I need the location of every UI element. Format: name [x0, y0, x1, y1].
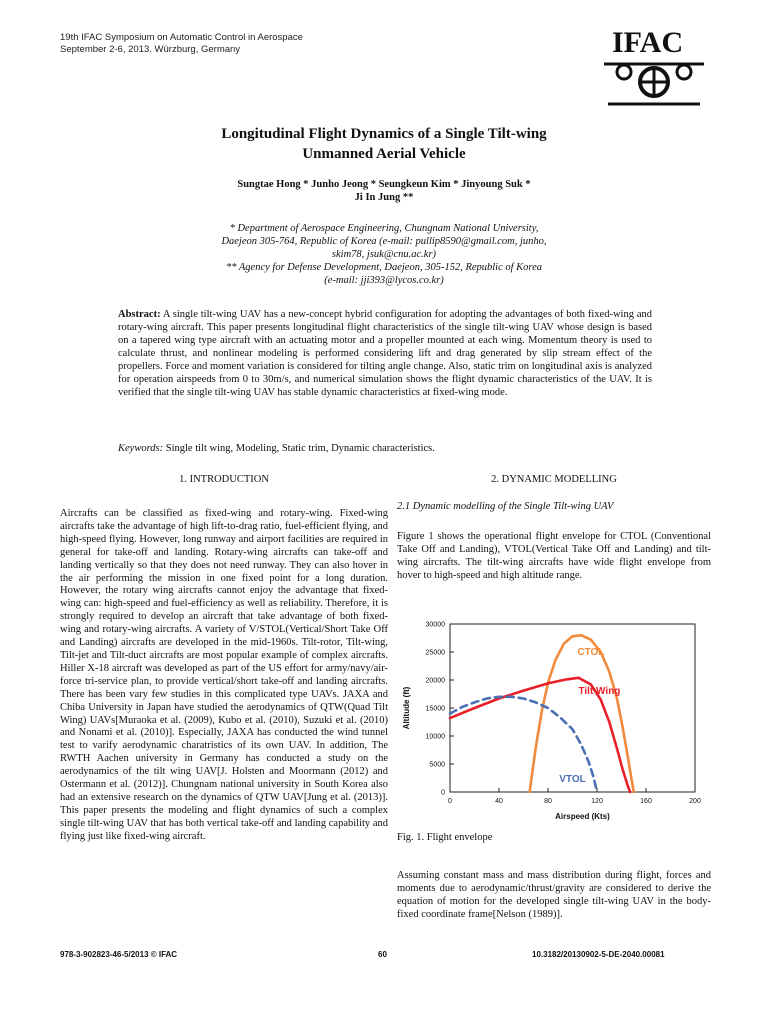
paper-title: [0, 124, 768, 164]
introduction-body: Aircrafts can be classified as fixed-wing and rotary-wing. Fixed-wing aircrafts take the advantage of high lift-to-drag ratio, fuel-efficient flying, and high-speed flying. However, long runway and airport facilities are required in general for take-off and landing. Rotary-wing aircrafts can take-off and landing vertically so that they does not need runway. They can also hover in the air performing the mission in one fixed point for a long duration. However, the rotary wing aircrafts cannot enjoy the advantage that fixed-wing can: high-speed and fuel-efficiency as well as reliability. Therefore, it is strongly required to develop an aircraft that take advantage of both fixed-wing and rotary-wing aircrafts. A variety of V/STOL(Vertical/Short Take Off and Landing) aircrafts are developed in the mid-1960s. Tilt-rotor, Tilt-wing, Tilt-jet and Tilt-duct aircrafts are most popular example of complex aircrafts. Hiller X-18 aircraft was developed as part of the US effort for army/navy/air-force tri-service plan, to provide vertical/short take-off and landing aircrafts. There has been vary few studies in this complicated type UAVs. JAXA and Chiba University in Japan have studied the aerodynamics of QTW(Quad Tilt Wing) UAVs[Muraoka et al. (2009), Kubo et al. (2010), Suzuki et al. (2010) and Nonami et al. (2010)]. Especially, JAXA has conducted the wind tunnel test to varify aerodynamic charatristics of its own UAV. In addition, The RWTH Aachen university in Germany has conducted a study on the aerodynamics of the tilt wing UAV[J. Holsten and Moormann (2012) and Ostermann et al. (2012)]. Chungnam national university in South Korea also had an extensive research on the dynamics of QTW UAV[Jung et al. (2013)]. This paper presents the modeling and flight dynamics of such a complex single tilt-wing UAV that has both vertical take-off and landing capability and flying just like fixed-wing aircraft.: [60, 508, 388, 842]
x-tick-label: 80: [544, 798, 552, 805]
series-line-ctol: [530, 635, 634, 792]
section-heading-introduction: 1. INTRODUCTION: [179, 474, 269, 485]
series-label-ctol: CTOL: [577, 646, 605, 658]
footer-isbn: 978-3-902823-46-5/2013 © IFAC: [60, 950, 178, 959]
keywords-label: Keywords:: [118, 443, 164, 454]
affiliation-line-3: skim78, jsuk@cnu.ac.kr): [331, 249, 437, 260]
x-tick-label: 160: [640, 798, 652, 805]
series-label-tilt-wing: Tilt Wing: [578, 686, 621, 697]
authors-line-1: Sungtae Hong * Junho Jeong * Seungkeun Kim * Jinyoung Suk *: [237, 179, 531, 190]
y-tick-label: 0: [441, 789, 445, 797]
plot-frame: [450, 624, 695, 792]
x-tick-label: 0: [448, 798, 452, 805]
authors: [0, 178, 768, 204]
subsection-heading: 2.1 Dynamic modelling of the Single Tilt-wing UAV: [397, 501, 614, 512]
figure-intro-paragraph: Figure 1 shows the operational flight envelope for CTOL (Conventional Take Off and Landing), VTOL(Vertical Take Off and Landing) and tilt-wing aircrafts. The tilt-wing aircrafts have wide flight envelope from hover to high-speed and high altitude range.: [397, 531, 711, 581]
abstract: [118, 308, 652, 399]
y-tick-label: 25000: [425, 649, 445, 657]
ifac-logo-text: IFAC: [612, 26, 684, 59]
x-axis-label: Airspeed (Kts): [555, 812, 610, 821]
keywords-text: Single tilt wing, Modeling, Static trim, Dynamic characteristics.: [165, 443, 435, 454]
y-axis-label: Altitude (ft): [402, 686, 411, 730]
title-line-2: Unmanned Aerial Vehicle: [302, 146, 466, 162]
conference-header: [60, 32, 303, 56]
x-tick-label: 120: [591, 798, 603, 805]
flight-envelope-chart: [400, 614, 710, 826]
affiliation-line-4: ** Agency for Defense Development, Daejeon, 305-152, Republic of Korea: [225, 262, 543, 273]
footer-page-number: 60: [378, 950, 387, 959]
title-line-1: Longitudinal Flight Dynamics of a Single Tilt-wing: [221, 126, 547, 142]
affiliation-line-5: (e-mail: jji393@lycos.co.kr): [324, 275, 444, 286]
keywords: [118, 442, 652, 455]
affiliations: [120, 222, 648, 287]
x-tick-label: 200: [689, 798, 701, 805]
authors-line-2: Ji In Jung **: [354, 192, 414, 203]
affiliation-line-1: * Department of Aerospace Engineering, Chungnam National University,: [229, 223, 539, 234]
conference-line-1: 19th IFAC Symposium on Automatic Control in Aerospace: [60, 32, 303, 43]
conference-line-2: September 2-6, 2013. Würzburg, Germany: [60, 44, 241, 55]
y-tick-label: 30000: [425, 621, 445, 629]
figure-caption: Fig. 1. Flight envelope: [397, 832, 493, 843]
y-tick-label: 10000: [425, 733, 445, 741]
section-heading-dynamic-modelling: 2. DYNAMIC MODELLING: [491, 474, 617, 485]
x-tick-label: 40: [495, 798, 503, 805]
y-tick-label: 15000: [425, 705, 445, 713]
series-label-vtol: VTOL: [559, 773, 586, 785]
footer-doi: 10.3182/20130902-5-DE-2040.00081: [532, 950, 665, 959]
affiliation-line-2: Daejeon 305-764, Republic of Korea (e-mail: pullip8590@gmail.com, junho,: [221, 236, 547, 247]
abstract-text: A single tilt-wing UAV has a new-concept hybrid configuration for adopting the advantages of both fixed-wing and rotary-wing aircraft. This paper presents longitudinal flight characteristics of the single tilt-wing UAV whose design is based on a tapered wing type aircraft with an actuating motor and a propeller mounted at each wing. Momentum theory is used to calculate thrust, and nonlinear modeling is performed considering lift and drag generated by slip stream effect of the propellers. Force and moment variation is considered for tilting angle change. Also, static trim on longitudinal axis is analyzed for operation airspeeds from 0 to 30m/s, and numerical simulation shows the flight dynamic characteristics of the UAV. It is verified that the single tilt-wing UAV has stable dynamic characteristics at fixed-wing mode.: [118, 309, 652, 398]
equation-of-motion-paragraph: Assuming constant mass and mass distribution during flight, forces and moments due to aerodynamic/thrust/gravity are considered to derive the equation of motion for the developed single tilt-wing UAV in the body-fixed coordinate frame[Nelson (1989)].: [397, 870, 711, 920]
abstract-label: Abstract:: [118, 309, 161, 320]
ifac-logo: [598, 26, 710, 110]
y-tick-label: 20000: [425, 677, 445, 685]
y-tick-label: 5000: [429, 761, 445, 769]
